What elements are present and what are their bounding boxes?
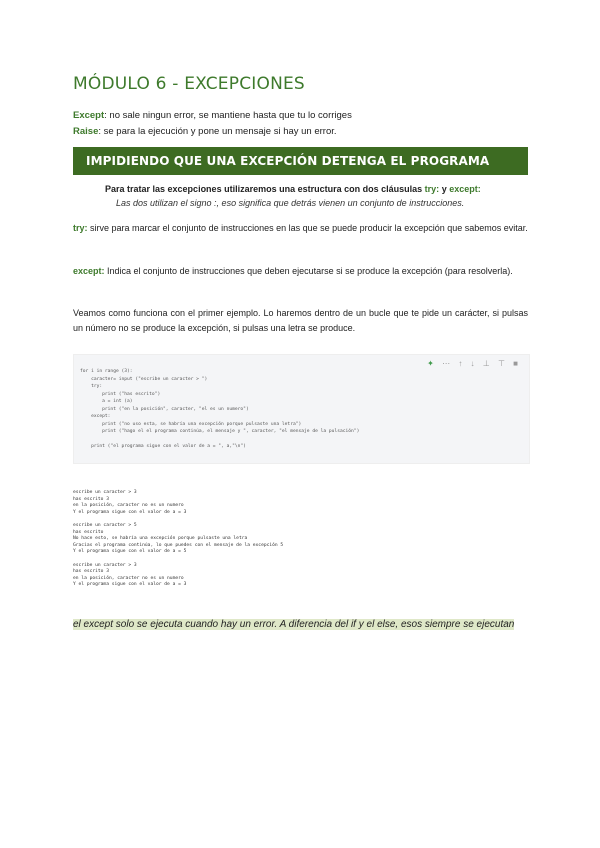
- output-line: Y el programa sigue con el valor de a = 3: [73, 582, 187, 588]
- run-icon: ✦: [427, 359, 437, 368]
- output-line: en la posición, caracter no es un numero: [73, 575, 184, 581]
- paragraph-text: sirve para marcar el conjunto de instrucciones en las que se puede producir la excepción que sabemos evitar.: [87, 223, 528, 233]
- code-line: print ("en la posición", caracter, "el es un numero"): [80, 406, 249, 412]
- code-line: a = int (a): [80, 399, 133, 404]
- output-line: has escrito 3: [73, 569, 109, 575]
- code-cell: [73, 354, 530, 464]
- banner-title: IMPIDIENDO QUE UNA EXCEPCIÓN DETENGA EL PROGRAMA: [86, 154, 490, 168]
- cell-output: [73, 490, 373, 600]
- output-line: No hace esto, se habría una excepción porque pulsaste una letra: [73, 536, 248, 542]
- definition-term: Raise: [73, 126, 99, 137]
- keyword-except: except:: [449, 184, 481, 194]
- output-line: Gracias el programa continúa, lo que puedes con el mensaje de la excepción 5: [73, 542, 284, 548]
- highlight-note: [73, 617, 528, 633]
- toolbar-icons: ⋯ ↑ ↓ ⊥ ⊤ ■: [442, 359, 521, 368]
- cell-toolbar[interactable]: [427, 359, 521, 368]
- highlight-text: el except solo se ejecuta cuando hay un error. A diferencia del if y el else, esos siempre se ejecutan: [73, 619, 515, 630]
- definition-except: [73, 110, 352, 121]
- definition-text: : se para la ejecución y pone un mensaje si hay un error.: [98, 126, 337, 137]
- try-paragraph: [73, 221, 528, 236]
- code-line: print ("el programa sigue con el valor de a = ", a,"\n"): [80, 444, 246, 449]
- paragraph-text: Indica el conjunto de instrucciones que deben ejecutarse si se produce la excepción (para resolverla).: [104, 266, 513, 276]
- output-line: escribe un caracter > 3: [73, 490, 137, 495]
- output-line: escribe un caracter > 5: [73, 523, 137, 528]
- except-paragraph: [73, 264, 528, 279]
- output-line: Y el programa sigue con el valor de a = 3: [73, 509, 187, 515]
- keyword-try: try:: [73, 223, 88, 233]
- intro-line: [105, 184, 481, 194]
- section-banner: [73, 147, 528, 175]
- definition-raise: [73, 126, 337, 137]
- code-line: for i in range (3):: [80, 369, 133, 374]
- definition-term: Except: [73, 110, 105, 121]
- intro-subline: Las dos utilizan el signo :, eso significa que detrás vienen un conjunto de instrucciones.: [116, 198, 465, 208]
- code-line: print ("has escrito"): [80, 391, 161, 397]
- keyword-except: except:: [73, 266, 105, 276]
- definition-text: : no sale ningun error, se mantiene hasta que tu lo corriges: [104, 110, 352, 121]
- code-line: except:: [80, 414, 111, 419]
- code-line: caracter= input ("escribe un caracter > "): [80, 376, 208, 382]
- output-line: en la posición, caracter no es un numero: [73, 503, 184, 509]
- code-line: try:: [80, 384, 103, 389]
- code-line: print ("hago el el programa continúa, el mensaje y ", caracter, "el mensaje de la pulsación"): [80, 429, 360, 434]
- example-paragraph: Veamos como funciona con el primer ejemplo. Lo haremos dentro de un bucle que te pide un carácter, si pulsas un número no se produce la excepción, si pulsas una letra se produce.: [73, 308, 528, 333]
- code-line: print ("no uso esta, se habría una excepción porque pulsaste una letra"): [80, 421, 302, 427]
- output-line: Y el programa sigue con el valor de a = 5: [73, 549, 187, 555]
- keyword-try: try:: [424, 184, 440, 194]
- output-line: escribe un caracter > 3: [73, 562, 137, 568]
- page-title: MÓDULO 6 - EXCEPCIONES: [73, 74, 305, 94]
- output-line: has escrito 3: [73, 496, 109, 502]
- intro-text: Para tratar las excepciones utilizaremos una estructura con dos cláusulas: [105, 184, 423, 194]
- intro-conjunction: y: [441, 184, 447, 194]
- output-line: has escrito: [73, 529, 104, 535]
